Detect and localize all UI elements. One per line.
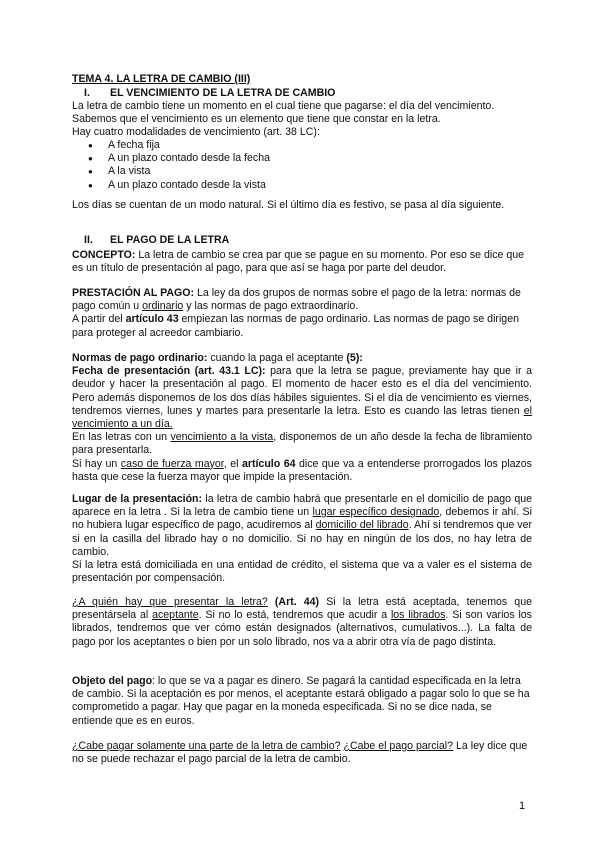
paragraph-text: La ley dice que no se puede rechazar el pago parcial de la letra de cambio. xyxy=(72,740,528,766)
paragraph-normas-pago xyxy=(72,352,532,484)
paragraph-text: Si la letra está domiciliada en una entidad de crédito, el sistema que va a valer es el sistema de presentación por compensación. xyxy=(72,559,532,585)
paragraph-dias: Los días se cuentan de un modo natural. Si el último día es festivo, se pasa al día siguiente. xyxy=(72,199,505,211)
list-item: ● A un plazo contado desde la fecha xyxy=(86,152,270,165)
term-label: Normas de pago ordinario: xyxy=(72,352,208,364)
paragraph-text: En las letras con un xyxy=(72,431,171,444)
bold-text: artículo 43 xyxy=(125,313,179,326)
paragraph-text: . Si no lo está, tendremos que acudir a xyxy=(198,609,391,622)
underlined-text: ¿A quién hay que presentar la letra? xyxy=(72,596,268,608)
paragraph-text: Si hay un xyxy=(72,457,121,470)
term-label: Fecha de presentación (art. 43.1 LC): xyxy=(72,365,266,378)
paragraph-vencimiento-intro xyxy=(72,100,532,140)
term-label: PRESTACIÓN AL PAGO: xyxy=(72,287,195,299)
underlined-text: domicilio del librado xyxy=(315,519,409,532)
paragraph-text: A partir del xyxy=(72,313,126,326)
paragraph-text: Hay cuatro modalidades de vencimiento (art. 38 LC): xyxy=(72,126,320,139)
paragraph-text: , disponemos de un año desde la fecha de libramiento para presentarla. xyxy=(72,431,533,457)
section-heading-vencimiento xyxy=(84,87,335,100)
document-title: TEMA 4. LA LETRA DE CAMBIO (III) xyxy=(72,73,251,85)
bold-text: (5): xyxy=(346,352,363,364)
paragraph-text: , debemos ir ahí. Si no hubiera lugar específico de pago, acudiremos al xyxy=(72,506,532,532)
section-number: II. xyxy=(84,234,93,246)
paragraph-text: , el xyxy=(223,457,242,470)
term-label: CONCEPTO: xyxy=(72,249,136,261)
underlined-text: ¿Cabe el pago parcial? xyxy=(343,740,454,752)
paragraph-text: y las normas de pago extraordinario. xyxy=(183,300,359,313)
term-label: Lugar de la presentación: xyxy=(72,493,203,505)
list-item: ● A un plazo contado desde la vista xyxy=(86,179,270,192)
underlined-text: vencimiento a la vista xyxy=(170,431,274,444)
section-heading-pago xyxy=(84,234,229,247)
list-item: ● A la vista xyxy=(86,165,270,178)
paragraph-lugar xyxy=(72,493,532,585)
section-title: EL PAGO DE LA LETRA xyxy=(110,234,230,246)
paragraph-text: la letra de cambio habrá que presentarle en el domicilio de pago que aparece en la letra . Si la letra de cambio tiene un xyxy=(72,493,532,519)
paragraph-a-quien xyxy=(72,596,532,649)
term-label: Objeto del pago xyxy=(72,675,153,687)
paragraph-text: cuando la paga el aceptante xyxy=(207,352,347,364)
list-item: ● A fecha fija xyxy=(86,139,270,152)
underlined-text: aceptante xyxy=(152,609,199,622)
paragraph-text: . Si son varios los librados, tendremos que ver cómo están designados (alternativos, cumulativos...). La falta de pago por los aceptantes o bien por un solo librado, nos va a abrir otra vía de pago distinta. xyxy=(72,609,532,648)
underlined-text: los librados xyxy=(390,609,446,622)
bold-text: (Art. 44) xyxy=(267,596,320,608)
paragraph-text: para que la letra se pague, previamente hay que ir a deudor y hacer la presentación al pago. El momento de hacer esto es el día del vencimiento. Pero además disponemos de los dos días hábiles siguientes. Si el día de vencimiento es viernes, tendremos viernes, lunes y martes para presentarle la letra. Esto es cuando las letras tienen xyxy=(72,365,532,417)
vencimiento-modalities-list xyxy=(86,139,270,192)
underlined-text: el vencimiento a un día. xyxy=(72,404,532,431)
bold-text: artículo 64 xyxy=(241,457,296,470)
paragraph-text: Si la letra está aceptada, tenemos que presentársela al xyxy=(72,596,532,622)
underlined-text: ¿Cabe pagar solamente una parte de la letra de cambio? xyxy=(72,740,341,752)
paragraph-concepto xyxy=(72,249,532,275)
paragraph-text: La letra de cambio tiene un momento en el cual tiene que pagarse: el día del vencimiento. Sabemos que el vencimiento es un elemento que tiene que constar en la letra. xyxy=(72,100,495,126)
page-number: 1 xyxy=(519,800,526,812)
paragraph-text: dice que va a entenderse prorrogados los plazos hasta que cese la fuerza mayor que impide la presentación. xyxy=(72,457,532,483)
paragraph-prestacion xyxy=(72,287,532,340)
paragraph-text: La ley da dos grupos de normas sobre el pago de la letra: normas de pago común u xyxy=(72,287,521,313)
section-title: EL VENCIMIENTO DE LA LETRA DE CAMBIO xyxy=(110,87,336,99)
underlined-text: ordinario xyxy=(142,300,184,313)
paragraph-text: La letra de cambio se crea par que se pague en su momento. Por eso se dice que es un título de presentación al pago, para que así se haga por parte del deudor. xyxy=(72,249,525,275)
paragraph-objeto xyxy=(72,675,532,728)
underlined-text: caso de fuerza mayor xyxy=(120,457,224,470)
paragraph-pago-parcial xyxy=(72,740,532,766)
section-number: I. xyxy=(84,87,90,99)
paragraph-text: empiezan las normas de pago ordinario. Las normas de pago se dirigen para proteger al acreedor cambiario. xyxy=(72,313,519,339)
paragraph-text: : lo que se va a pagar es dinero. Se pagará la cantidad especificada en la letra de cambio. Si la aceptación es por menos, el aceptante estará obligado a pagar solo lo que se ha comprometido a pagar. Hay que pagar en la moneda especificada. Si no se dice nada, se entiende que es en euros. xyxy=(72,675,530,727)
paragraph-text: . Ahí si tendremos que ver si en la casilla del librado hay o no domicilio. Si no hay en ningún de los dos, no hay letra de cambio. xyxy=(72,519,532,558)
underlined-text: lugar específico designado xyxy=(312,506,440,519)
